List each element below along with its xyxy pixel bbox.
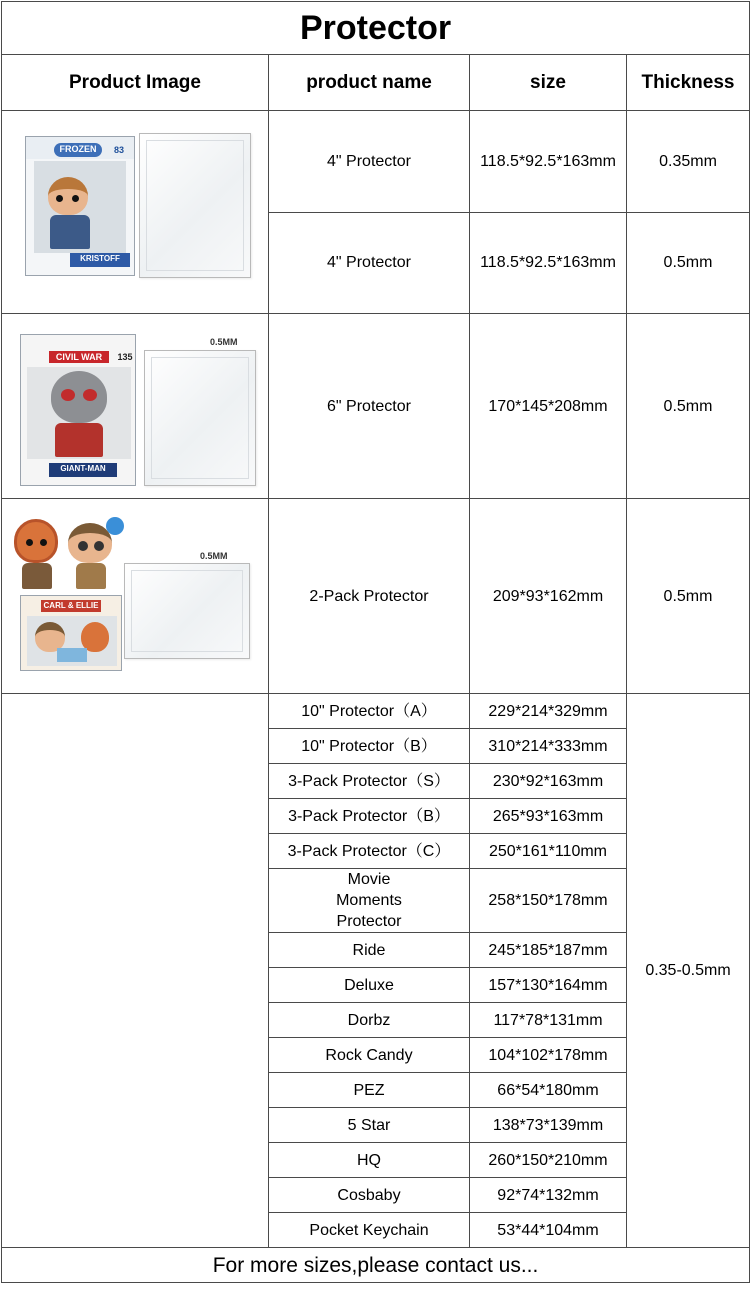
product-size: 118.5*92.5*163mm: [470, 212, 627, 314]
carl-ellie-nameplate: CARL & ELLIE: [41, 600, 101, 612]
box-number-label: 135: [117, 352, 133, 362]
list-item-size: 229*214*329mm: [470, 694, 627, 729]
product-thickness: 0.5mm: [627, 212, 750, 314]
list-item-size: 117*78*131mm: [470, 1003, 627, 1038]
clear-protector-case-6inch: [144, 350, 256, 486]
protector-spec-table: [1, 1, 750, 1283]
clear-protector-case-2pack: [124, 563, 250, 659]
list-item-name: HQ: [269, 1143, 470, 1178]
list-item-name-text: Movie Moments Protector: [336, 871, 402, 930]
list-item-name: PEZ: [269, 1073, 470, 1108]
list-item-name: Deluxe: [269, 968, 470, 1003]
list-item-size: 258*150*178mm: [470, 869, 627, 933]
box-number-label: 83: [113, 145, 124, 155]
list-image-cell: [2, 694, 269, 1248]
list-item-name: Pocket Keychain: [269, 1213, 470, 1248]
giant-man-nameplate: GIANT-MAN: [49, 463, 117, 477]
header-thickness: Thickness: [627, 55, 750, 111]
list-thickness: 0.35-0.5mm: [627, 694, 750, 1248]
product-name: 4" Protector: [269, 111, 470, 213]
list-item-size: 245*185*187mm: [470, 933, 627, 968]
product-image-6inch: [2, 314, 269, 499]
product-size: 118.5*92.5*163mm: [470, 111, 627, 213]
header-size: size: [470, 55, 627, 111]
frozen-logo: FROZEN: [54, 143, 102, 157]
list-item-size: 104*102*178mm: [470, 1038, 627, 1073]
list-item-name: Dorbz: [269, 1003, 470, 1038]
list-item-size: 157*130*164mm: [470, 968, 627, 1003]
product-thickness: 0.35mm: [627, 111, 750, 213]
giant-man-funko-box: [20, 334, 136, 486]
list-item-size: 250*161*110mm: [470, 834, 627, 869]
list-item-name: Rock Candy: [269, 1038, 470, 1073]
list-item-name: 10" Protector（B）: [269, 729, 470, 764]
thickness-caption: 0.5MM: [210, 337, 238, 347]
product-name: 6" Protector: [269, 314, 470, 499]
page-title: Protector: [2, 2, 750, 55]
list-item-size: 66*54*180mm: [470, 1073, 627, 1108]
list-item-name: Ride: [269, 933, 470, 968]
list-item-size: 92*74*132mm: [470, 1178, 627, 1213]
product-image-2pack: [2, 499, 269, 694]
contact-footer: For more sizes,please contact us...: [2, 1248, 750, 1283]
list-item-name: [269, 869, 470, 933]
product-thickness: 0.5mm: [627, 314, 750, 499]
kristoff-nameplate: KRISTOFF: [70, 253, 130, 267]
ellie-figure-head: [14, 519, 58, 563]
header-product-image: Product Image: [2, 55, 269, 111]
product-name: 2-Pack Protector: [269, 499, 470, 694]
product-size: 170*145*208mm: [470, 314, 627, 499]
carl-figure-head: [68, 523, 112, 563]
list-item-name: 10" Protector（A）: [269, 694, 470, 729]
list-item-name: 3-Pack Protector（S）: [269, 764, 470, 799]
product-thickness: 0.5mm: [627, 499, 750, 694]
product-size: 209*93*162mm: [470, 499, 627, 694]
clear-protector-case-4inch: [139, 133, 251, 278]
product-image-4inch: [2, 111, 269, 314]
thickness-caption: 0.5MM: [200, 551, 228, 561]
header-product-name: product name: [269, 55, 470, 111]
list-item-name: 3-Pack Protector（C）: [269, 834, 470, 869]
list-item-name: Cosbaby: [269, 1178, 470, 1213]
list-item-size: 53*44*104mm: [470, 1213, 627, 1248]
carl-ellie-funko-box: [20, 595, 122, 671]
list-item-size: 138*73*139mm: [470, 1108, 627, 1143]
kristoff-funko-box: [25, 136, 135, 276]
list-item-size: 260*150*210mm: [470, 1143, 627, 1178]
balloon-icon: [106, 517, 124, 535]
list-item-name: 5 Star: [269, 1108, 470, 1143]
product-name: 4" Protector: [269, 212, 470, 314]
civil-war-logo: CIVIL WAR: [49, 351, 109, 363]
list-item-size: 310*214*333mm: [470, 729, 627, 764]
list-item-name: 3-Pack Protector（B）: [269, 799, 470, 834]
list-item-size: 230*92*163mm: [470, 764, 627, 799]
list-item-size: 265*93*163mm: [470, 799, 627, 834]
